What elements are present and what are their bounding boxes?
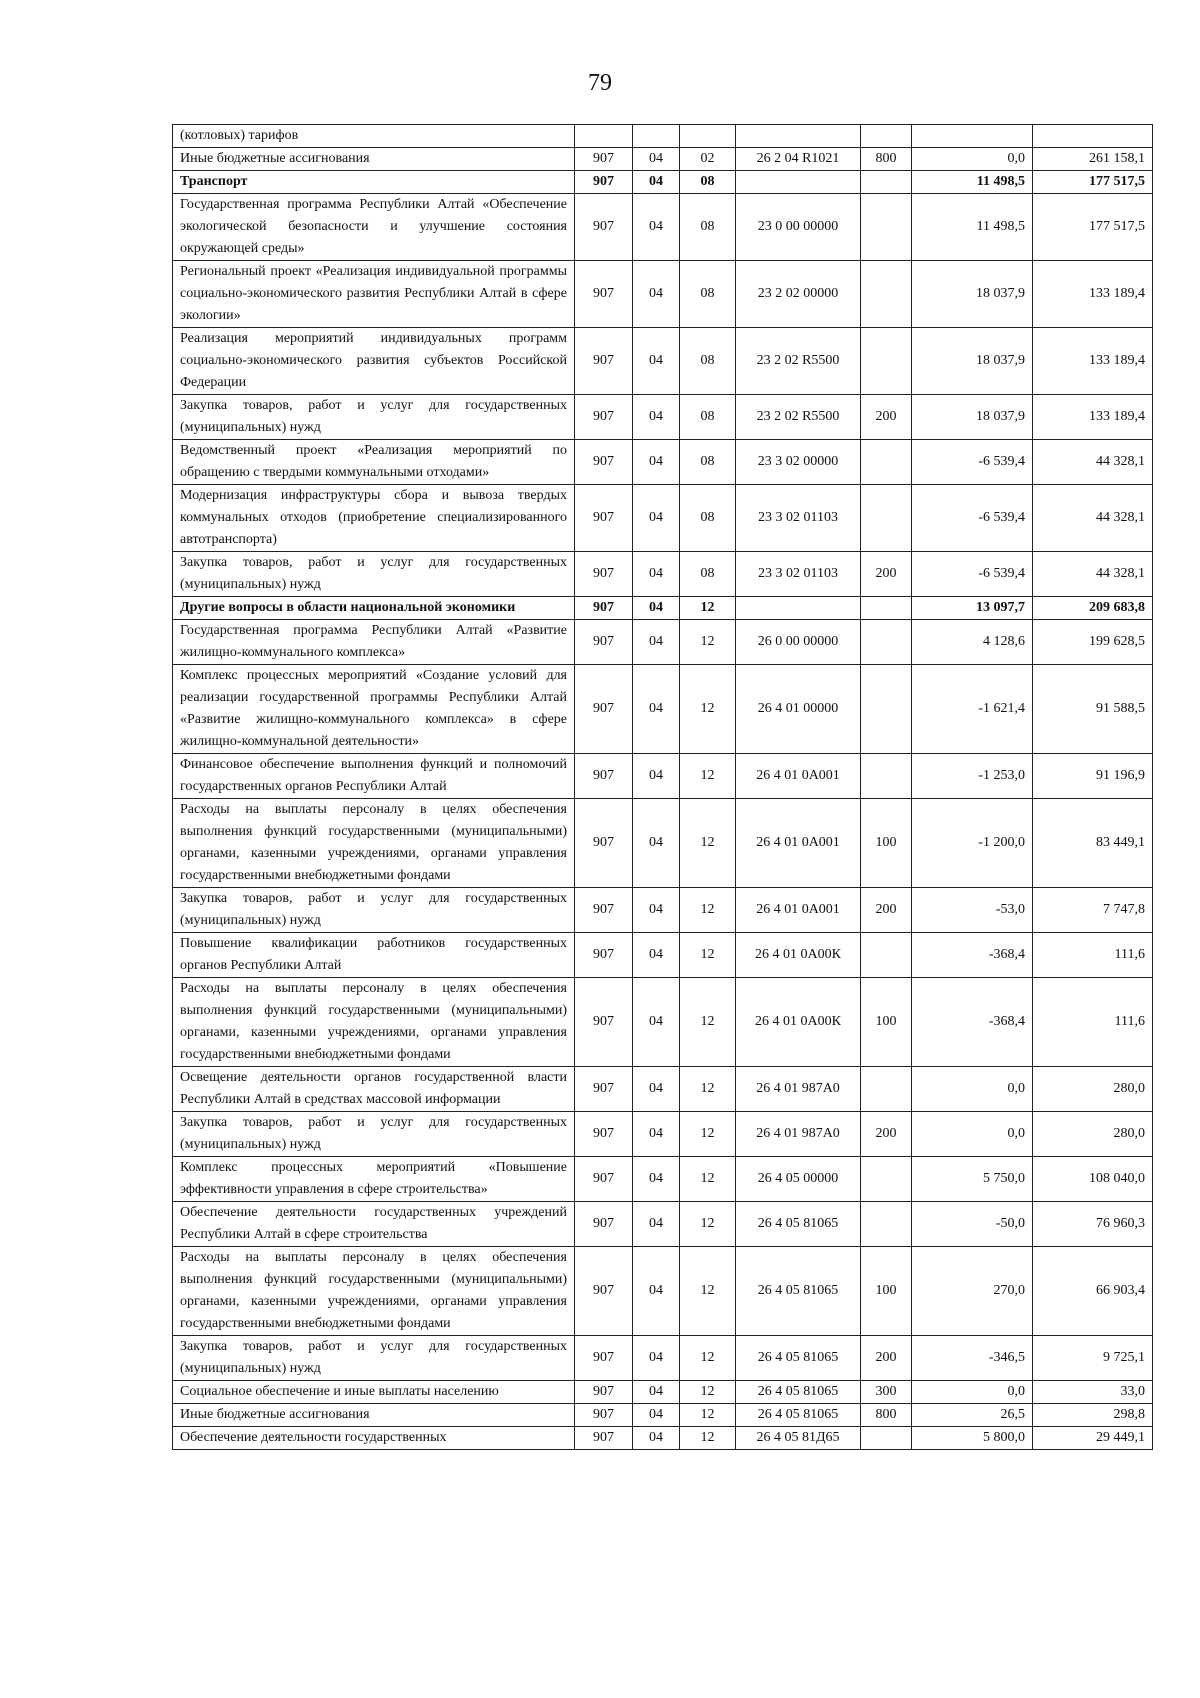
section-code: 04 [633, 171, 680, 194]
total-amount: 7 747,8 [1033, 888, 1153, 933]
table-row [173, 552, 1153, 597]
subsection-code: 08 [680, 552, 736, 597]
ministry-code: 907 [575, 1157, 633, 1202]
total-amount: 9 725,1 [1033, 1336, 1153, 1381]
change-amount: 11 498,5 [912, 171, 1033, 194]
target-article [736, 597, 861, 620]
table-row [173, 933, 1153, 978]
row-name: Освещение деятельности органов государственной власти Республики Алтай в средствах массовой информации [173, 1067, 575, 1112]
change-amount: 18 037,9 [912, 395, 1033, 440]
row-name: Государственная программа Республики Алтай «Обеспечение экологической безопасности и улучшение состояния окружающей среды» [173, 194, 575, 261]
subsection-code: 08 [680, 485, 736, 552]
ministry-code: 907 [575, 799, 633, 888]
change-amount: 0,0 [912, 1112, 1033, 1157]
change-amount: -346,5 [912, 1336, 1033, 1381]
total-amount: 44 328,1 [1033, 485, 1153, 552]
subsection-code: 12 [680, 1202, 736, 1247]
row-name: Социальное обеспечение и иные выплаты населению [173, 1381, 575, 1404]
total-amount: 111,6 [1033, 978, 1153, 1067]
total-amount: 29 449,1 [1033, 1427, 1153, 1450]
target-article: 26 4 01 0А001 [736, 799, 861, 888]
total-amount: 83 449,1 [1033, 799, 1153, 888]
ministry-code: 907 [575, 171, 633, 194]
table-row [173, 1404, 1153, 1427]
row-name: Иные бюджетные ассигнования [173, 1404, 575, 1427]
subsection-code: 12 [680, 597, 736, 620]
table-row [173, 148, 1153, 171]
change-amount: -1 200,0 [912, 799, 1033, 888]
table-row [173, 1157, 1153, 1202]
target-article: 26 4 05 81065 [736, 1381, 861, 1404]
section-code: 04 [633, 888, 680, 933]
change-amount: -6 539,4 [912, 440, 1033, 485]
subsection-code [680, 125, 736, 148]
change-amount: -6 539,4 [912, 485, 1033, 552]
table-row [173, 395, 1153, 440]
total-amount: 177 517,5 [1033, 194, 1153, 261]
target-article: 23 2 02 R5500 [736, 395, 861, 440]
total-amount: 91 196,9 [1033, 754, 1153, 799]
ministry-code: 907 [575, 1427, 633, 1450]
row-name: (котловых) тарифов [173, 125, 575, 148]
table-row [173, 620, 1153, 665]
subsection-code: 12 [680, 888, 736, 933]
subsection-code: 12 [680, 933, 736, 978]
section-code: 04 [633, 754, 680, 799]
target-article [736, 171, 861, 194]
change-amount: 13 097,7 [912, 597, 1033, 620]
table-row [173, 1336, 1153, 1381]
target-article: 26 0 00 00000 [736, 620, 861, 665]
change-amount: -368,4 [912, 933, 1033, 978]
target-article: 26 4 01 0А00К [736, 978, 861, 1067]
section-code: 04 [633, 597, 680, 620]
change-amount: -53,0 [912, 888, 1033, 933]
section-code [633, 125, 680, 148]
row-name: Закупка товаров, работ и услуг для государственных (муниципальных) нужд [173, 395, 575, 440]
subsection-code: 12 [680, 1157, 736, 1202]
target-article: 23 2 02 R5500 [736, 328, 861, 395]
ministry-code: 907 [575, 1202, 633, 1247]
ministry-code: 907 [575, 620, 633, 665]
row-name: Закупка товаров, работ и услуг для государственных (муниципальных) нужд [173, 888, 575, 933]
expense-type [861, 754, 912, 799]
section-code: 04 [633, 1157, 680, 1202]
row-name: Закупка товаров, работ и услуг для государственных (муниципальных) нужд [173, 1336, 575, 1381]
section-code: 04 [633, 261, 680, 328]
target-article: 26 4 05 81Д65 [736, 1427, 861, 1450]
expense-type: 800 [861, 148, 912, 171]
total-amount: 177 517,5 [1033, 171, 1153, 194]
change-amount: -50,0 [912, 1202, 1033, 1247]
target-article: 26 4 01 0А001 [736, 754, 861, 799]
total-amount [1033, 125, 1153, 148]
total-amount: 44 328,1 [1033, 440, 1153, 485]
target-article: 26 4 01 0А00К [736, 933, 861, 978]
target-article: 26 4 05 81065 [736, 1336, 861, 1381]
section-code: 04 [633, 440, 680, 485]
table-row [173, 888, 1153, 933]
section-code: 04 [633, 148, 680, 171]
ministry-code: 907 [575, 978, 633, 1067]
total-amount: 298,8 [1033, 1404, 1153, 1427]
ministry-code: 907 [575, 1336, 633, 1381]
subsection-code: 08 [680, 440, 736, 485]
row-name: Расходы на выплаты персоналу в целях обеспечения выполнения функций государственными (муниципальными) органами, казенными учреждениями, органами управления государственными внебюджетными фондами [173, 1247, 575, 1336]
row-name: Комплекс процессных мероприятий «Повышение эффективности управления в сфере строительства» [173, 1157, 575, 1202]
expense-type [861, 1067, 912, 1112]
subsection-code: 08 [680, 194, 736, 261]
section-code: 04 [633, 1336, 680, 1381]
ministry-code: 907 [575, 888, 633, 933]
total-amount: 199 628,5 [1033, 620, 1153, 665]
change-amount: -368,4 [912, 978, 1033, 1067]
ministry-code: 907 [575, 933, 633, 978]
table-row [173, 1381, 1153, 1404]
ministry-code: 907 [575, 485, 633, 552]
section-code: 04 [633, 194, 680, 261]
total-amount: 91 588,5 [1033, 665, 1153, 754]
table-row [173, 125, 1153, 148]
expense-type: 200 [861, 888, 912, 933]
change-amount: 0,0 [912, 1067, 1033, 1112]
expense-type [861, 597, 912, 620]
change-amount: 270,0 [912, 1247, 1033, 1336]
change-amount: -1 621,4 [912, 665, 1033, 754]
expense-type [861, 1202, 912, 1247]
total-amount: 261 158,1 [1033, 148, 1153, 171]
section-code: 04 [633, 485, 680, 552]
change-amount: 4 128,6 [912, 620, 1033, 665]
expense-type: 300 [861, 1381, 912, 1404]
ministry-code: 907 [575, 1381, 633, 1404]
row-name: Закупка товаров, работ и услуг для государственных (муниципальных) нужд [173, 1112, 575, 1157]
row-name: Реализация мероприятий индивидуальных программ социально-экономического развития субъектов Российской Федерации [173, 328, 575, 395]
table-row [173, 1247, 1153, 1336]
table-row [173, 194, 1153, 261]
expense-type [861, 194, 912, 261]
total-amount: 111,6 [1033, 933, 1153, 978]
section-code: 04 [633, 665, 680, 754]
target-article: 26 4 01 00000 [736, 665, 861, 754]
expense-type: 800 [861, 1404, 912, 1427]
row-name: Иные бюджетные ассигнования [173, 148, 575, 171]
change-amount: 18 037,9 [912, 261, 1033, 328]
target-article: 23 3 02 00000 [736, 440, 861, 485]
change-amount [912, 125, 1033, 148]
section-code: 04 [633, 395, 680, 440]
total-amount: 280,0 [1033, 1112, 1153, 1157]
section-code: 04 [633, 933, 680, 978]
budget-table [172, 124, 1153, 1450]
change-amount: 0,0 [912, 148, 1033, 171]
total-amount: 33,0 [1033, 1381, 1153, 1404]
expense-type [861, 485, 912, 552]
section-code: 04 [633, 1381, 680, 1404]
table-row [173, 171, 1153, 194]
section-code: 04 [633, 978, 680, 1067]
table-row [173, 328, 1153, 395]
total-amount: 133 189,4 [1033, 261, 1153, 328]
ministry-code: 907 [575, 148, 633, 171]
ministry-code: 907 [575, 1404, 633, 1427]
expense-type [861, 171, 912, 194]
table-row [173, 485, 1153, 552]
expense-type: 200 [861, 395, 912, 440]
table-row [173, 1427, 1153, 1450]
subsection-code: 12 [680, 665, 736, 754]
section-code: 04 [633, 1247, 680, 1336]
target-article: 26 4 05 81065 [736, 1202, 861, 1247]
total-amount: 280,0 [1033, 1067, 1153, 1112]
table-row [173, 978, 1153, 1067]
total-amount: 44 328,1 [1033, 552, 1153, 597]
subsection-code: 12 [680, 1381, 736, 1404]
ministry-code: 907 [575, 552, 633, 597]
subsection-code: 12 [680, 799, 736, 888]
expense-type [861, 933, 912, 978]
row-name: Региональный проект «Реализация индивидуальной программы социально-экономического развития Республики Алтай в сфере экологии» [173, 261, 575, 328]
subsection-code: 12 [680, 1112, 736, 1157]
budget-table-body [173, 125, 1153, 1450]
ministry-code: 907 [575, 328, 633, 395]
row-name: Обеспечение деятельности государственных [173, 1427, 575, 1450]
section-code: 04 [633, 1112, 680, 1157]
ministry-code: 907 [575, 1112, 633, 1157]
subsection-code: 12 [680, 1067, 736, 1112]
expense-type [861, 665, 912, 754]
target-article: 23 3 02 01103 [736, 552, 861, 597]
section-code: 04 [633, 620, 680, 665]
subsection-code: 12 [680, 1336, 736, 1381]
ministry-code: 907 [575, 194, 633, 261]
change-amount: 0,0 [912, 1381, 1033, 1404]
subsection-code: 12 [680, 1404, 736, 1427]
ministry-code: 907 [575, 395, 633, 440]
table-row [173, 440, 1153, 485]
expense-type [861, 1427, 912, 1450]
expense-type [861, 261, 912, 328]
subsection-code: 12 [680, 754, 736, 799]
expense-type: 200 [861, 552, 912, 597]
subsection-code: 02 [680, 148, 736, 171]
row-name: Закупка товаров, работ и услуг для государственных (муниципальных) нужд [173, 552, 575, 597]
expense-type: 100 [861, 799, 912, 888]
ministry-code: 907 [575, 261, 633, 328]
total-amount: 108 040,0 [1033, 1157, 1153, 1202]
target-article: 23 3 02 01103 [736, 485, 861, 552]
target-article: 26 4 05 00000 [736, 1157, 861, 1202]
target-article [736, 125, 861, 148]
expense-type [861, 1157, 912, 1202]
section-code: 04 [633, 1202, 680, 1247]
total-amount: 133 189,4 [1033, 328, 1153, 395]
subsection-code: 08 [680, 395, 736, 440]
ministry-code: 907 [575, 665, 633, 754]
ministry-code: 907 [575, 440, 633, 485]
expense-type [861, 620, 912, 665]
expense-type [861, 125, 912, 148]
subsection-code: 08 [680, 171, 736, 194]
target-article: 23 0 00 00000 [736, 194, 861, 261]
target-article: 26 4 05 81065 [736, 1404, 861, 1427]
row-name: Расходы на выплаты персоналу в целях обеспечения выполнения функций государственными (муниципальными) органами, казенными учреждениями, органами управления государственными внебюджетными фондами [173, 799, 575, 888]
expense-type: 200 [861, 1336, 912, 1381]
subsection-code: 08 [680, 328, 736, 395]
section-code: 04 [633, 1427, 680, 1450]
table-row [173, 261, 1153, 328]
table-row [173, 1112, 1153, 1157]
row-name: Ведомственный проект «Реализация мероприятий по обращению с твердыми коммунальными отходами» [173, 440, 575, 485]
ministry-code: 907 [575, 754, 633, 799]
change-amount: -6 539,4 [912, 552, 1033, 597]
change-amount: 5 750,0 [912, 1157, 1033, 1202]
total-amount: 209 683,8 [1033, 597, 1153, 620]
row-name: Транспорт [173, 171, 575, 194]
row-name: Государственная программа Республики Алтай «Развитие жилищно-коммунального комплекса» [173, 620, 575, 665]
section-code: 04 [633, 328, 680, 395]
row-name: Обеспечение деятельности государственных учреждений Республики Алтай в сфере строительства [173, 1202, 575, 1247]
total-amount: 66 903,4 [1033, 1247, 1153, 1336]
page-number: 79 [588, 70, 612, 96]
row-name: Финансовое обеспечение выполнения функций и полномочий государственных органов Республики Алтай [173, 754, 575, 799]
target-article: 26 4 01 987А0 [736, 1112, 861, 1157]
change-amount: 11 498,5 [912, 194, 1033, 261]
target-article: 23 2 02 00000 [736, 261, 861, 328]
ministry-code: 907 [575, 1067, 633, 1112]
ministry-code: 907 [575, 1247, 633, 1336]
table-row [173, 1067, 1153, 1112]
subsection-code: 12 [680, 1427, 736, 1450]
target-article: 26 4 01 987А0 [736, 1067, 861, 1112]
subsection-code: 12 [680, 620, 736, 665]
table-row [173, 1202, 1153, 1247]
expense-type [861, 328, 912, 395]
table-row [173, 754, 1153, 799]
change-amount: 18 037,9 [912, 328, 1033, 395]
subsection-code: 12 [680, 978, 736, 1067]
section-code: 04 [633, 1404, 680, 1427]
subsection-code: 12 [680, 1247, 736, 1336]
target-article: 26 4 05 81065 [736, 1247, 861, 1336]
section-code: 04 [633, 1067, 680, 1112]
section-code: 04 [633, 799, 680, 888]
expense-type: 100 [861, 1247, 912, 1336]
table-row [173, 597, 1153, 620]
expense-type [861, 440, 912, 485]
row-name: Комплекс процессных мероприятий «Создание условий для реализации государственной программы Республики Алтай «Развитие жилищно-коммунального комплекса» в сфере жилищно-коммунальной деятельности» [173, 665, 575, 754]
ministry-code [575, 125, 633, 148]
row-name: Модернизация инфраструктуры сбора и вывоза твердых коммунальных отходов (приобретение специализированного автотранспорта) [173, 485, 575, 552]
change-amount: 26,5 [912, 1404, 1033, 1427]
expense-type: 200 [861, 1112, 912, 1157]
target-article: 26 4 01 0А001 [736, 888, 861, 933]
section-code: 04 [633, 552, 680, 597]
target-article: 26 2 04 R1021 [736, 148, 861, 171]
total-amount: 133 189,4 [1033, 395, 1153, 440]
row-name: Другие вопросы в области национальной экономики [173, 597, 575, 620]
table-row [173, 799, 1153, 888]
total-amount: 76 960,3 [1033, 1202, 1153, 1247]
ministry-code: 907 [575, 597, 633, 620]
table-row [173, 665, 1153, 754]
row-name: Повышение квалификации работников государственных органов Республики Алтай [173, 933, 575, 978]
row-name: Расходы на выплаты персоналу в целях обеспечения выполнения функций государственными (муниципальными) органами, казенными учреждениями, органами управления государственными внебюджетными фондами [173, 978, 575, 1067]
change-amount: 5 800,0 [912, 1427, 1033, 1450]
subsection-code: 08 [680, 261, 736, 328]
expense-type: 100 [861, 978, 912, 1067]
change-amount: -1 253,0 [912, 754, 1033, 799]
